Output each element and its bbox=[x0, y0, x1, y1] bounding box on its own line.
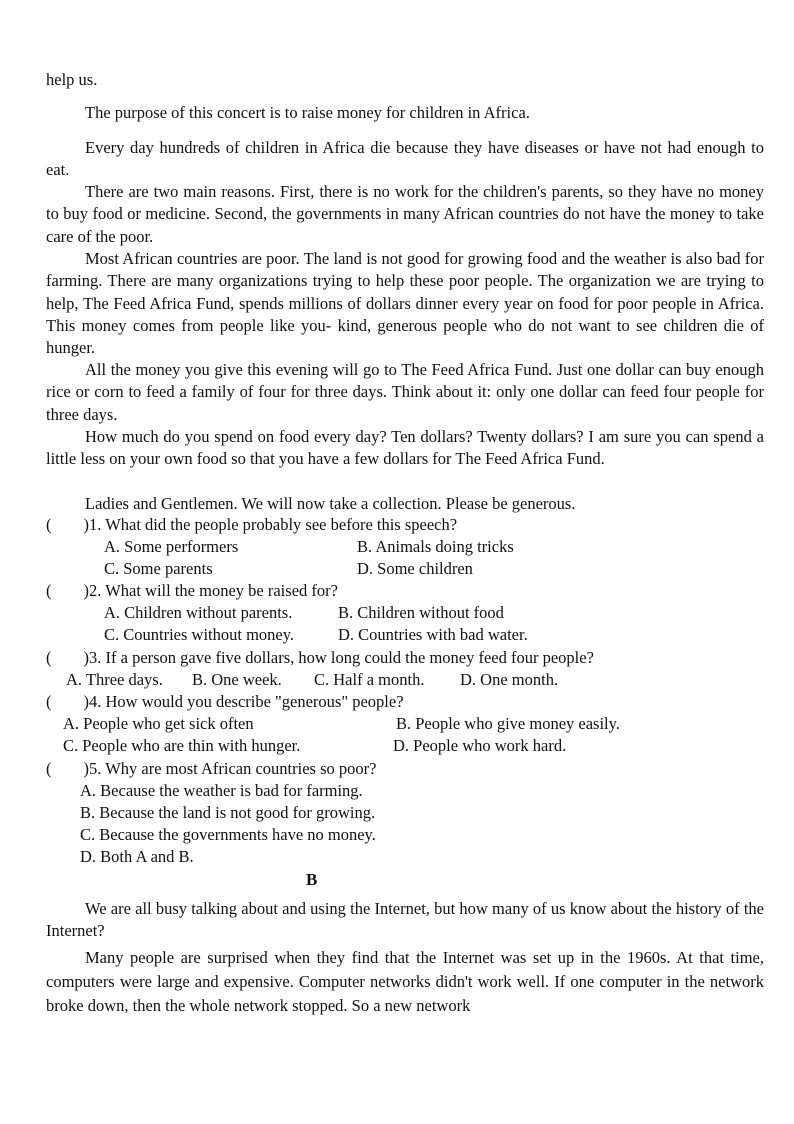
option-b: B. Animals doing tricks bbox=[357, 537, 514, 556]
answer-paren-open: ( bbox=[46, 692, 52, 711]
option-a: A. Because the weather is bad for farming. bbox=[80, 781, 363, 800]
passage-a-paragraph: Every day hundreds of children in Africa die because they have diseases or have not had enough to eat. bbox=[46, 138, 764, 180]
answer-paren-open: ( bbox=[46, 515, 52, 534]
option-a: A. Some performers bbox=[104, 537, 239, 556]
option-b: B. One week. bbox=[192, 670, 282, 689]
option-b: B. Because the land is not good for growing. bbox=[80, 803, 376, 822]
answer-paren-open: ( bbox=[46, 648, 52, 667]
option-b: B. People who give money easily. bbox=[396, 714, 620, 733]
passage-b-paragraph: Many people are surprised when they find that the Internet was set up in the 1960s. At that time, computers were large and expensive. Computer networks didn't work well. If one computer in the network broke down, then the whole network stopped. So a new network bbox=[46, 948, 764, 1015]
answer-paren-close: ) bbox=[83, 648, 89, 667]
option-c: C. Half a month. bbox=[314, 670, 425, 689]
option-d: D. Countries with bad water. bbox=[338, 625, 528, 644]
passage-a-paragraph: All the money you give this evening will go to The Feed Africa Fund. Just one dollar can buy enough rice or corn to feed a family of four for three days. Think about it: only one dollar can feed four people for three days. bbox=[46, 360, 764, 424]
option-a: A. People who get sick often bbox=[63, 714, 254, 733]
answer-paren-close: ) bbox=[83, 759, 89, 778]
question-text: 3. If a person gave five dollars, how long could the money feed four people? bbox=[89, 648, 594, 667]
question-text: 5. Why are most African countries so poor? bbox=[89, 759, 377, 778]
option-a: A. Children without parents. bbox=[104, 603, 293, 622]
passage-a-paragraph: Most African countries are poor. The land is not good for growing food and the weather is also bad for farming. There are many organizations trying to help these poor people. The organization we are trying to help, The Feed Africa Fund, spends millions of dollars dinner every year on food for poor people in Africa. This money comes from people like you- kind, generous people who do not want to see children die of hunger. bbox=[46, 249, 764, 358]
option-c: C. Countries without money. bbox=[104, 625, 295, 644]
passage-a-paragraph: The purpose of this concert is to raise money for children in Africa. bbox=[85, 103, 530, 122]
answer-paren-close: ) bbox=[83, 515, 89, 534]
passage-a-paragraph: Ladies and Gentlemen. We will now take a collection. Please be generous. bbox=[85, 494, 576, 513]
passage-a-paragraph: help us. bbox=[46, 70, 98, 89]
option-d: D. Some children bbox=[357, 559, 473, 578]
option-a: A. Three days. bbox=[66, 670, 163, 689]
question-5 bbox=[46, 758, 376, 780]
question-2 bbox=[46, 580, 338, 602]
option-c: C. Some parents bbox=[104, 559, 213, 578]
answer-paren-open: ( bbox=[46, 759, 52, 778]
answer-paren-open: ( bbox=[46, 581, 52, 600]
question-3 bbox=[46, 647, 594, 669]
question-text: 1. What did the people probably see before this speech? bbox=[89, 515, 458, 534]
answer-paren-close: ) bbox=[83, 692, 89, 711]
question-text: 2. What will the money be raised for? bbox=[89, 581, 338, 600]
section-b-heading: B bbox=[306, 870, 318, 889]
question-4 bbox=[46, 691, 404, 713]
question-text: 4. How would you describe "generous" people? bbox=[89, 692, 404, 711]
option-b: B. Children without food bbox=[338, 603, 504, 622]
option-d: D. People who work hard. bbox=[393, 736, 567, 755]
passage-b-paragraph: We are all busy talking about and using the Internet, but how many of us know about the history of the Internet? bbox=[46, 899, 764, 941]
option-d: D. One month. bbox=[460, 670, 559, 689]
question-1 bbox=[46, 514, 457, 536]
option-c: C. People who are thin with hunger. bbox=[63, 736, 301, 755]
passage-a-paragraph: How much do you spend on food every day? Ten dollars? Twenty dollars? I am sure you can spend a little less on your own food so that you have a few dollars for The Feed Africa Fund. bbox=[46, 427, 764, 469]
answer-paren-close: ) bbox=[83, 581, 89, 600]
passage-a-paragraph: There are two main reasons. First, there is no work for the children's parents, so they have no money to buy food or medicine. Second, the governments in many African countries do not have the money to take care of the poor. bbox=[46, 182, 764, 246]
option-c: C. Because the governments have no money. bbox=[80, 825, 376, 844]
option-d: D. Both A and B. bbox=[80, 847, 194, 866]
